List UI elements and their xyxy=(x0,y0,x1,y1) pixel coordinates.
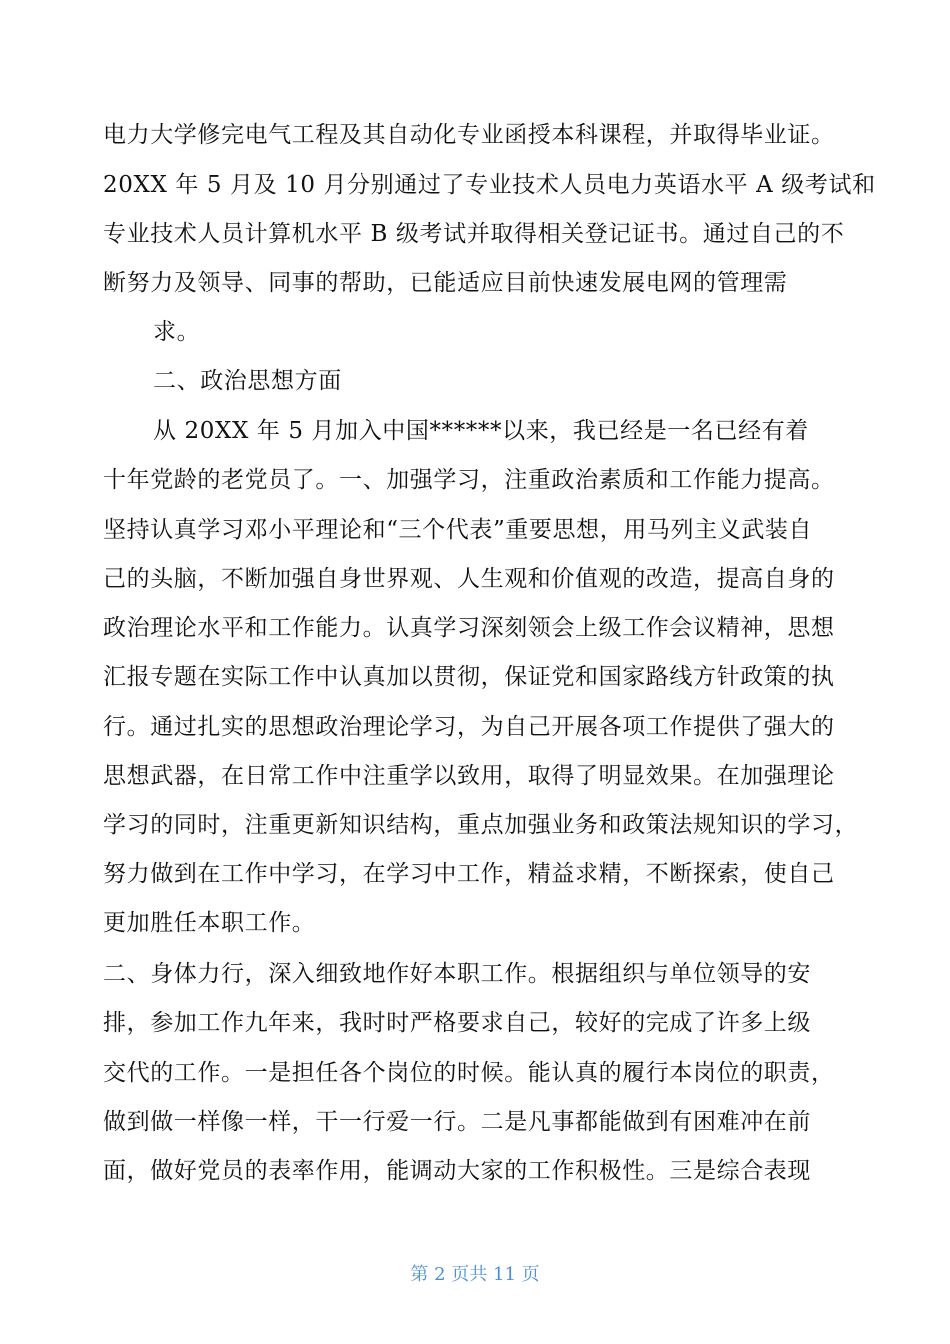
body-text-line: 20XX 年 5 月及 10 月分别通过了专业技术人员电力英语水平 A 级考试和 xyxy=(103,172,876,198)
body-text-line: 行。通过扎实的思想政治理论学习，为自己开展各项工作提供了强大的 xyxy=(103,714,835,740)
body-text-line: 交代的工作。一是担任各个岗位的时候。能认真的履行本岗位的职责， xyxy=(103,1060,835,1086)
body-text-line: 求。 xyxy=(153,319,201,345)
page-number-footer: 第 2 页共 11 页 xyxy=(410,1264,540,1285)
body-text-line: 思想武器，在日常工作中注重学以致用，取得了明显效果。在加强理论 xyxy=(103,763,835,789)
body-text-line: 政治理论水平和工作能力。认真学习深刻领会上级工作会议精神，思想 xyxy=(103,615,835,641)
body-text-line: 坚持认真学习邓小平理论和“三个代表”重要思想，用马列主义武装自 xyxy=(103,517,813,543)
body-text-line: 电力大学修完电气工程及其自动化专业函授本科课程，并取得毕业证。 xyxy=(103,122,835,148)
body-text-line: 专业技术人员计算机水平 B 级考试并取得相关登记证书。通过自己的不 xyxy=(103,221,845,247)
body-text-line: 排，参加工作九年来，我时时严格要求自己，较好的完成了许多上级 xyxy=(103,1010,811,1036)
body-text-line: 学习的同时，注重更新知识结构，重点加强业务和政策法规知识的学习， xyxy=(103,812,859,838)
body-text-line: 更加胜任本职工作。 xyxy=(103,910,316,936)
body-text-line: 二、身体力行，深入细致地作好本职工作。根据组织与单位领导的安 xyxy=(103,961,811,987)
body-text-line: 从 20XX 年 5 月加入中国******以来，我已经是一名已经有着 xyxy=(153,418,809,444)
body-text-line: 面，做好党员的表率作用，能调动大家的工作积极性。三是综合表现 xyxy=(103,1158,811,1184)
body-text-line: 努力做到在工作中学习，在学习中工作，精益求精，不断探索，使自己 xyxy=(103,861,835,887)
body-text-line: 己的头脑，不断加强自身世界观、人生观和价值观的改造，提高自身的 xyxy=(103,566,835,592)
body-text-line: 十年党龄的老党员了。一、加强学习，注重政治素质和工作能力提高。 xyxy=(103,467,835,493)
body-text-line: 做到做一样像一样，干一行爱一行。二是凡事都能做到有困难冲在前 xyxy=(103,1109,811,1135)
body-text-line: 汇报专题在实际工作中认真加以贯彻，保证党和国家路线方针政策的执 xyxy=(103,664,835,690)
section-heading: 二、政治思想方面 xyxy=(153,368,342,394)
body-text-line: 断努力及领导、同事的帮助，已能适应目前快速发展电网的管理需 xyxy=(103,270,788,296)
